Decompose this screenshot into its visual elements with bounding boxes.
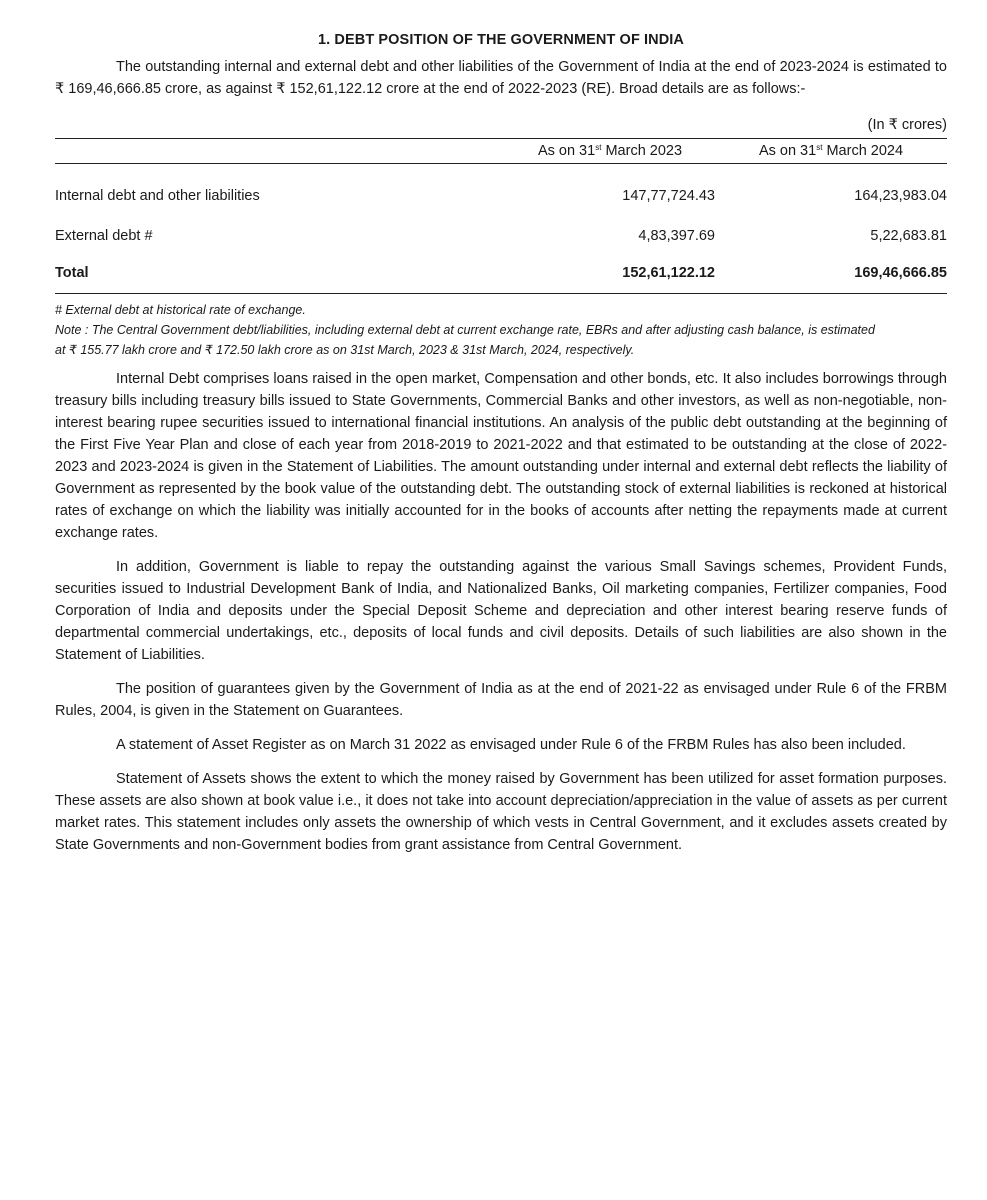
note-line-2: at ₹ 155.77 lakh crore and ₹ 172.50 lakh crore as on 31st March, 2023 & 31st March, 2024, respectively. <box>55 343 635 357</box>
row-label: External debt # <box>55 228 153 244</box>
paragraph-internal-debt: Internal Debt comprises loans raised in the open market, Compensation and other bonds, etc. It also includes borrowings through treasury bills including treasury bills issued to State Governments, Commercial Banks and other investors, as well as non-negotiable, non-interest bearing rupee securities issued to international financial institutions. An analysis of the public debt outstanding at the beginning of the First Five Year Plan and close of each year from 2018-2019 to 2021-2022 and that estimated to be outstanding at the close of 2022-2023 and 2023-2024 is given in the Statement of Liabilities. The amount outstanding under internal and external debt reflects the liability of Government as represented by the book value of the outstanding debt. The outstanding stock of external liabilities is reckoned at historical rates of exchange on which the liability was initially accounted for in the books of accounts after netting the repayments made at current exchange rates. <box>55 371 947 541</box>
intro-paragraph: The outstanding internal and external debt and other liabilities of the Government of India at the end of 2023-2024 is estimated to ₹ 169,46,666.85 crore, as against ₹ 152,61,122.12 crore at the end of 2022-2023 (RE). Broad details are as follows:- <box>55 59 947 97</box>
debt-table <box>55 138 947 294</box>
value-2024: 164,23,983.04 <box>854 187 947 204</box>
header-2024-suffix: March 2024 <box>822 143 904 159</box>
table-row <box>55 164 947 224</box>
total-2024: 169,46,666.85 <box>715 249 947 294</box>
note-line-1: Note : The Central Government debt/liabilities, including external debt at current exchange rate, EBRs and after adjusting cash balance, is estimated <box>55 323 875 337</box>
value-2023: 4,83,397.69 <box>638 228 715 244</box>
header-2023 <box>505 139 715 164</box>
row-label: Internal debt and other liabilities <box>55 187 260 204</box>
table-header-row <box>55 139 947 164</box>
unit-label: (In ₹ crores) <box>867 117 947 133</box>
header-2024-sup: st <box>816 143 823 152</box>
total-label: Total <box>55 249 505 294</box>
footnote: # External debt at historical rate of exchange. <box>55 303 306 317</box>
paragraph-guarantees: The position of guarantees given by the Government of India as at the end of 2021-22 as envisaged under Rule 6 of the FRBM Rules, 2004, is given in the Statement on Guarantees. <box>55 681 947 719</box>
header-2024 <box>715 139 947 164</box>
document-title: 1. DEBT POSITION OF THE GOVERNMENT OF INDIA <box>317 32 684 48</box>
total-row <box>55 249 947 294</box>
paragraph-assets: Statement of Assets shows the extent to which the money raised by Government has been utilized for asset formation purposes. These assets are also shown at book value i.e., it does not take into account depreciation/appreciation in the value of assets as per current market rates. This statement includes only assets the ownership of which vests in Central Government, and it excludes assets created by State Governments and non-Government bodies from grant assistance from Central Government. <box>55 771 947 853</box>
table-row <box>55 223 947 249</box>
value-2023: 147,77,724.43 <box>622 187 715 204</box>
notes-block <box>55 300 947 360</box>
paragraph-asset-register: A statement of Asset Register as on March 31 2022 as envisaged under Rule 6 of the FRBM Rules has also been included. <box>116 737 906 753</box>
document-page <box>55 30 947 856</box>
value-2024: 5,22,683.81 <box>870 228 947 244</box>
header-2023-suffix: March 2023 <box>601 143 683 159</box>
header-2023-sup: st <box>595 143 602 152</box>
header-blank <box>55 139 505 164</box>
header-2024-prefix: As on 31 <box>758 143 817 159</box>
header-2023-prefix: As on 31 <box>537 143 596 159</box>
paragraph-other-liabilities: In addition, Government is liable to repay the outstanding against the various Small Savings schemes, Provident Funds, securities issued to Industrial Development Bank of India, and Nationalized Banks, Oil marketing companies, Fertilizer companies, Food Corporation of India and deposits under the Special Deposit Scheme and depreciation and other interest bearing reserve funds of departmental commercial undertakings, etc., deposits of local funds and civil deposits. Details of such liabilities are also shown in the Statement of Liabilities. <box>55 559 947 663</box>
total-2023: 152,61,122.12 <box>505 249 715 294</box>
